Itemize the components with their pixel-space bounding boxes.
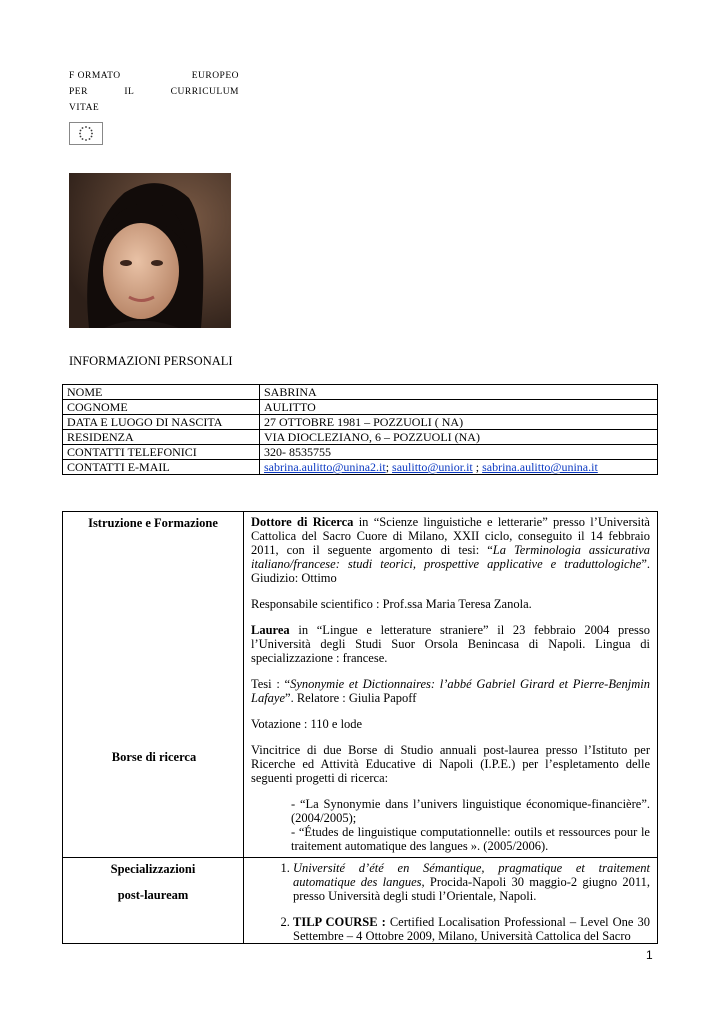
supervisor-text: Responsabile scientifico : Prof.ssa Maria Teresa Zanola.: [251, 597, 532, 611]
personal-info-title: INFORMAZIONI PERSONALI: [69, 354, 233, 368]
item2-title: TILP COURSE :: [293, 915, 386, 929]
table-row: [63, 430, 658, 445]
email-link-unior[interactable]: saulitto@unior.it: [392, 460, 473, 474]
email-separator: ;: [385, 460, 393, 474]
specializations-content: [244, 858, 658, 944]
profile-photo: [69, 173, 231, 328]
value-nome: SABRINA: [260, 385, 658, 400]
table-row: [63, 858, 658, 944]
label-nascita: DATA E LUOGO DI NASCITA: [63, 415, 260, 430]
list-item: [293, 915, 650, 943]
phd-thesis-title: La Terminologia assicurativa italiano/francese: studi teorici, prospettive applicative e traduttologiche: [251, 543, 650, 571]
education-content: [244, 512, 658, 858]
table-row: [63, 415, 658, 430]
borse-label: Borse di ricerca: [111, 750, 197, 764]
value-telefono: 320- 8535755: [260, 445, 658, 460]
phd-end: ”. Giudizio: Ottimo: [251, 557, 650, 585]
education-table: [62, 511, 658, 944]
header-word-europeo: EUROPEO: [191, 71, 239, 81]
header-word-vitae: VITAE: [69, 103, 100, 113]
item1-title: Université d’été en Sémantique, pragmatique et traitement automatique des langues,: [293, 861, 650, 889]
tesi-suffix: ”. Relatore : Giulia Papoff: [285, 691, 417, 705]
email-link-unina2[interactable]: sabrina.aulitto@unina2.it: [264, 460, 386, 474]
specializations-label: Specializzazioni: [110, 862, 196, 876]
laurea-text: in “Lingue e letterature straniere” il 23 febbraio 2004 presso l’Università degli Studi Suor Orsola Benincasa di Napoli. Lingua di specializzazione : francese.: [251, 623, 650, 665]
borse-text: Vincitrice di due Borse di Studio annuali post-laurea presso l’Istituto per Ricerche ed Attività Educative di Napoli (I.P.E.) per l’espletamento delle seguenti progetti di ricerca:: [251, 743, 650, 785]
label-telefono: CONTATTI TELEFONICI: [63, 445, 260, 460]
label-residenza: RESIDENZA: [63, 430, 260, 445]
email-link-unina[interactable]: sabrina.aulitto@unina.it: [482, 460, 598, 474]
label-email: CONTATTI E-MAIL: [63, 460, 260, 475]
tesi-paragraph: [251, 677, 650, 705]
table-row: [63, 385, 658, 400]
table-row: [63, 445, 658, 460]
phd-heading: Dottore di Ricerca: [251, 515, 354, 529]
education-label-cell: [63, 512, 244, 858]
list-item: [293, 861, 650, 903]
personal-info-table: [62, 384, 658, 475]
specializations-list: [251, 861, 650, 943]
table-row: [63, 512, 658, 858]
list-item: - “Études de linguistique computationnelle: outils et ressources pour le traitement automatique des langues ». (2005/2006).: [291, 825, 650, 853]
laurea-paragraph: [251, 623, 650, 665]
value-cognome: AULITTO: [260, 400, 658, 415]
header-word-il: IL: [124, 87, 135, 97]
value-email: [260, 460, 658, 475]
list-item: - “La Synonymie dans l’univers linguistique économique-financière”. (2004/2005);: [291, 797, 650, 825]
phd-paragraph: [251, 515, 650, 585]
value-nascita: 27 OTTOBRE 1981 – POZZUOLI ( NA): [260, 415, 658, 430]
phd-text: in “Scienze linguistiche e letterarie” presso l’Università Cattolica del Sacro Cuore di Milano, XXII ciclo, conseguito il 14 febbraio 2011, con il seguente argomento di tesi: “: [251, 515, 650, 557]
specializations-label-cell: [63, 858, 244, 944]
table-row: [63, 460, 658, 475]
item2-text: Certified Localisation Professional – Level One 30 Settembre – 4 Ottobre 2009, Milano, Università Cattolica del Sacro: [293, 915, 650, 943]
item1-text: Procida-Napoli 30 maggio-2 giugno 2011, presso Università degli studi l’Orientale, Napoli.: [293, 875, 650, 903]
education-label: Istruzione e Formazione: [88, 516, 218, 530]
table-row: [63, 400, 658, 415]
header-word-curriculum: CURRICULUM: [170, 87, 239, 97]
page-number: 1: [646, 948, 653, 962]
post-lauream-label: post-lauream: [117, 888, 189, 902]
document-header: [69, 68, 239, 116]
label-cognome: COGNOME: [63, 400, 260, 415]
header-word-formato: F ORMATO: [69, 71, 121, 81]
email-separator: ;: [472, 460, 483, 474]
value-residenza: VIA DIOCLEZIANO, 6 – POZZUOLI (NA): [260, 430, 658, 445]
label-nome: NOME: [63, 385, 260, 400]
eu-flag-logo: [69, 122, 103, 145]
laurea-heading: Laurea: [251, 623, 290, 637]
header-word-per: PER: [69, 87, 88, 97]
tesi-title: Synonymie et Dictionnaires: l’abbé Gabriel Girard et Pierre-Benjmin Lafaye: [251, 677, 650, 705]
borse-list: [291, 797, 650, 853]
tesi-prefix: Tesi : “: [251, 677, 291, 691]
votazione-text: Votazione : 110 e lode: [251, 717, 363, 731]
